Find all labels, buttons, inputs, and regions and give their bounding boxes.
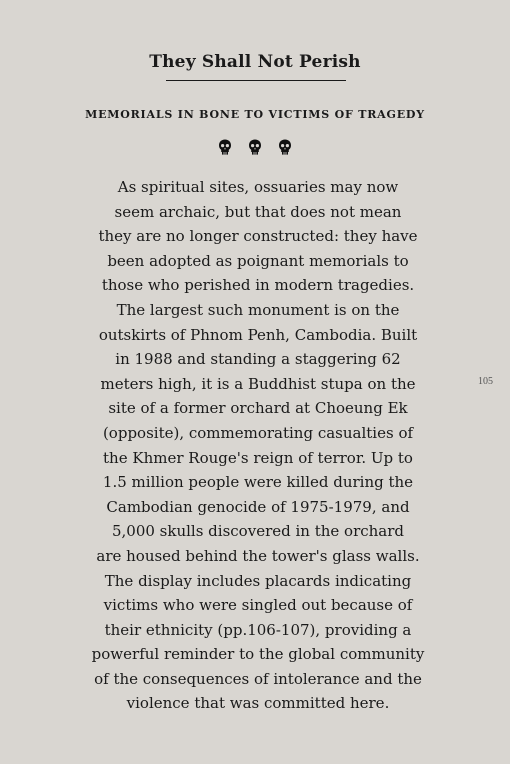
body-line: seem archaic, but that does not mean (114, 202, 402, 221)
body-line: they are no longer constructed: they have (98, 227, 418, 246)
body-paragraph (40, 175, 476, 716)
body-line: outskirts of Phnom Penh, Cambodia. Built (98, 325, 418, 344)
body-line: As spiritual sites, ossuaries may now (117, 178, 399, 196)
body-line: the Khmer Rouge's reign of terror. Up to (103, 448, 413, 467)
title-underline (166, 80, 346, 81)
page-title: They Shall Not Perish (149, 52, 361, 72)
skull-icon (218, 139, 232, 155)
skull-icon (278, 139, 292, 155)
skull-icon (248, 139, 262, 155)
body-line: The largest such monument is on the (116, 300, 400, 319)
body-line: in 1988 and standing a staggering 62 (115, 350, 401, 369)
body-line: The display includes placards indicating (104, 571, 412, 590)
body-line: of the consequences of intolerance and the (94, 669, 422, 688)
body-line: meters high, it is a Buddhist stupa on the (100, 374, 416, 393)
body-line: those who perished in modern tragedies. (101, 276, 415, 295)
body-line: victims who were singled out because of (103, 596, 413, 615)
page-number: 105 (478, 376, 493, 387)
body-line: violence that was committed here. (126, 694, 390, 713)
body-line: been adopted as poignant memorials to (107, 251, 409, 270)
body-line: are housed behind the tower's glass walls. (96, 546, 420, 565)
body-line: powerful reminder to the global community (91, 645, 425, 664)
body-line: their ethnicity (pp.106-107), providing a (104, 620, 412, 639)
body-line: Cambodian genocide of 1975-1979, and (106, 497, 410, 516)
body-line: 1.5 million people were killed during the (102, 473, 414, 492)
body-line: site of a former orchard at Choeung Ek (108, 399, 408, 418)
body-line: 5,000 skulls discovered in the orchard (111, 522, 405, 541)
body-line: (opposite), commemorating casualties of (102, 423, 414, 442)
page-subtitle: MEMORIALS IN BONE TO VICTIMS OF TRAGEDY (85, 108, 425, 121)
skull-ornament (0, 139, 510, 155)
